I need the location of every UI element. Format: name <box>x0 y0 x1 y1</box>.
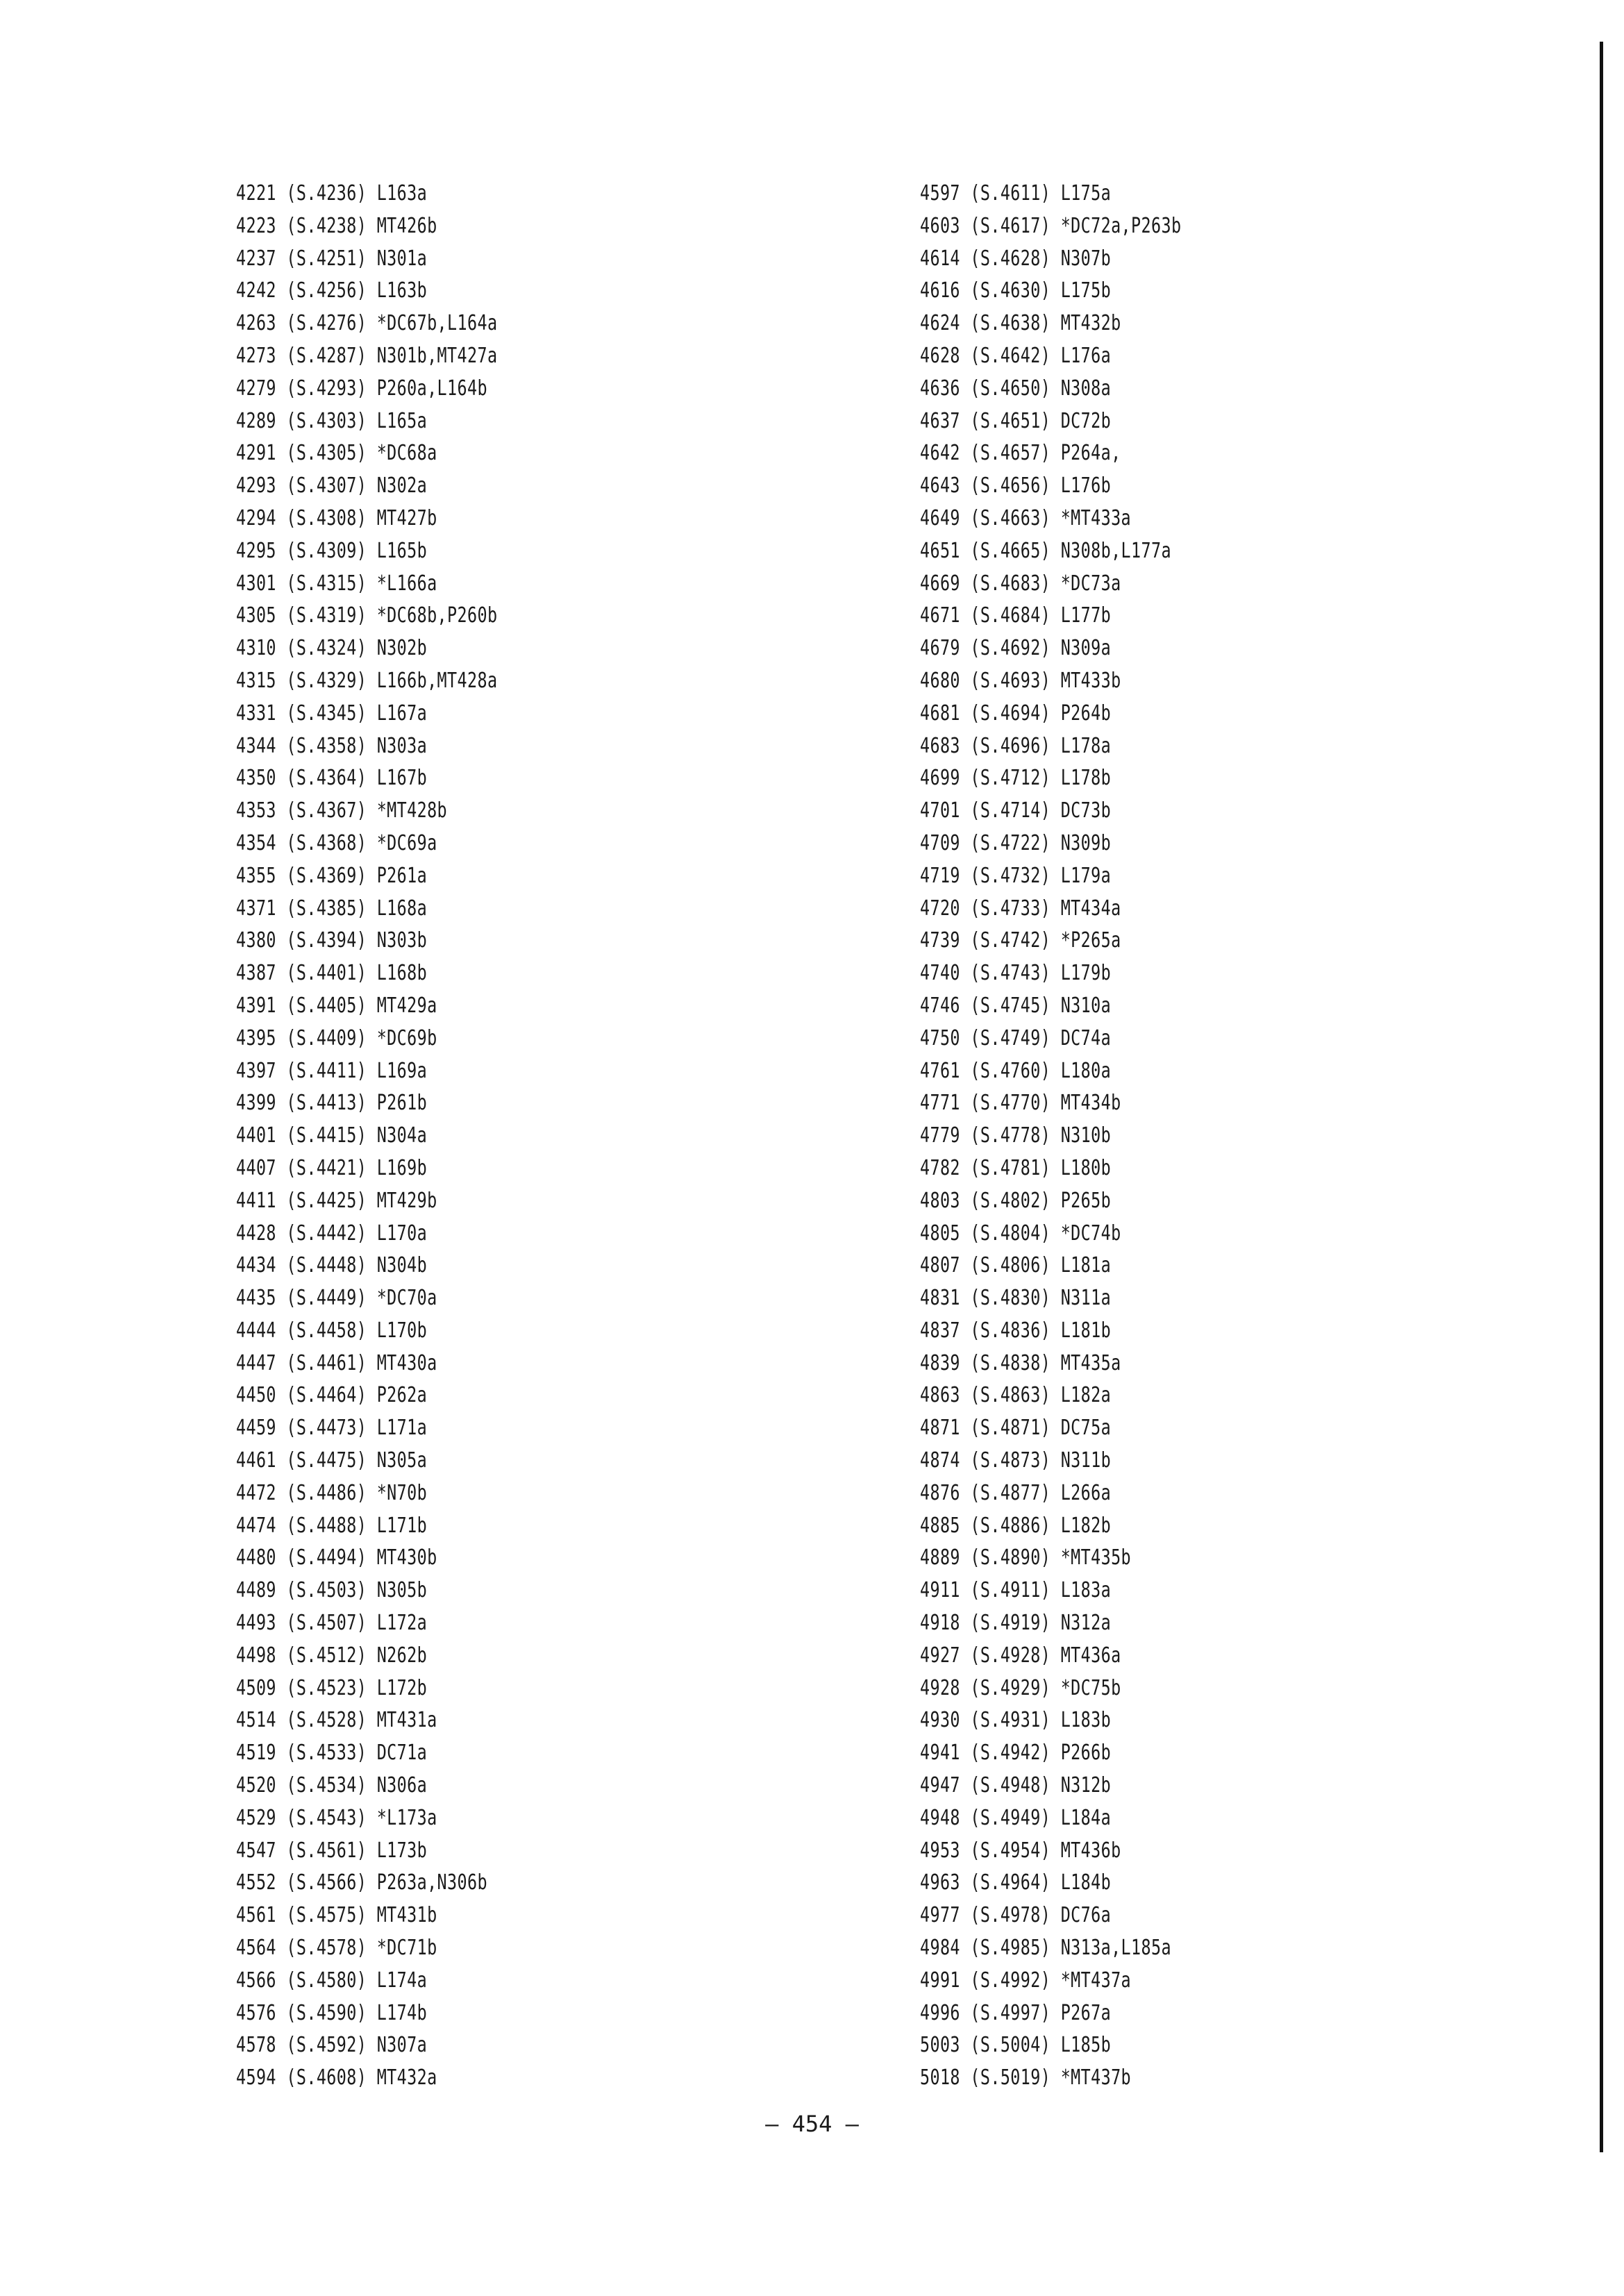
index-entry: 4237 (S.4251) N301a <box>236 246 428 271</box>
index-entry: 4603 (S.4617) *DC72a,P263b <box>920 213 1182 238</box>
index-entry: 4428 (S.4442) L170a <box>236 1221 428 1246</box>
index-entry: 4380 (S.4394) N303b <box>236 928 428 953</box>
index-entry: 4597 (S.4611) L175a <box>920 181 1112 206</box>
index-entry: 4649 (S.4663) *MT433a <box>920 505 1132 530</box>
index-entry: 4273 (S.4287) N301b,MT427a <box>236 343 498 368</box>
index-entry: 4642 (S.4657) P264a, <box>920 441 1121 466</box>
index-entry: 4876 (S.4877) L266a <box>920 1480 1112 1505</box>
index-entry: 4740 (S.4743) L179b <box>920 961 1112 986</box>
index-entry: 4387 (S.4401) L168b <box>236 961 428 986</box>
index-entry: 4566 (S.4580) L174a <box>236 1968 428 1993</box>
index-entry: 4331 (S.4345) L167a <box>236 701 428 726</box>
index-entry: 4289 (S.4303) L165a <box>236 408 428 433</box>
index-column-right <box>920 178 1181 2095</box>
index-entry: 4831 (S.4830) N311a <box>920 1286 1112 1311</box>
index-entry: 4746 (S.4745) N310a <box>920 993 1112 1018</box>
index-entry: 4948 (S.4949) L184a <box>920 1805 1112 1830</box>
index-entry: 4480 (S.4494) MT430b <box>236 1545 437 1570</box>
index-entry: 4699 (S.4712) L178b <box>920 766 1112 791</box>
index-entry: 4984 (S.4985) N313a,L185a <box>920 1936 1171 1961</box>
index-entry: 4779 (S.4778) N310b <box>920 1123 1112 1148</box>
index-entry: 4547 (S.4561) L173b <box>236 1838 428 1863</box>
index-entry: 4963 (S.4964) L184b <box>920 1870 1112 1895</box>
index-entry: 4624 (S.4638) MT432b <box>920 311 1121 336</box>
index-entry: 4242 (S.4256) L163b <box>236 278 428 303</box>
index-entry: 4315 (S.4329) L166b,MT428a <box>236 668 498 693</box>
index-entry: 4310 (S.4324) N302b <box>236 636 428 661</box>
index-entry: 4594 (S.4608) MT432a <box>236 2065 437 2090</box>
index-entry: 4461 (S.4475) N305a <box>236 1448 428 1473</box>
index-entry: 4493 (S.4507) L172a <box>236 1611 428 1636</box>
index-entry: 4576 (S.4590) L174b <box>236 2000 428 2025</box>
index-entry: 4447 (S.4461) MT430a <box>236 1350 437 1375</box>
index-entry: 4407 (S.4421) L169b <box>236 1155 428 1180</box>
index-entry: 4295 (S.4309) L165b <box>236 538 428 563</box>
index-entry: 4977 (S.4978) DC76a <box>920 1903 1112 1928</box>
index-entry: 4911 (S.4911) L183a <box>920 1578 1112 1603</box>
index-entry: 4771 (S.4770) MT434b <box>920 1091 1121 1116</box>
index-entry: 4221 (S.4236) L163a <box>236 181 428 206</box>
index-entry: 4669 (S.4683) *DC73a <box>920 571 1121 596</box>
index-entry: 4223 (S.4238) MT426b <box>236 213 437 238</box>
page-edge-line <box>1600 42 1603 2152</box>
index-entry: 4489 (S.4503) N305b <box>236 1578 428 1603</box>
index-entry: 4889 (S.4890) *MT435b <box>920 1545 1132 1570</box>
page-number: — 454 — <box>765 2111 859 2137</box>
index-entry: 4614 (S.4628) N307b <box>920 246 1112 271</box>
index-entry: 4444 (S.4458) L170b <box>236 1318 428 1343</box>
index-entry: 4750 (S.4749) DC74a <box>920 1025 1112 1050</box>
index-entry: 4996 (S.4997) P267a <box>920 2000 1112 2025</box>
index-entry: 4680 (S.4693) MT433b <box>920 668 1121 693</box>
index-entry: 4928 (S.4929) *DC75b <box>920 1675 1121 1700</box>
index-entry: 4395 (S.4409) *DC69b <box>236 1025 437 1050</box>
index-entry: 4947 (S.4948) N312b <box>920 1773 1112 1798</box>
index-entry: 4679 (S.4692) N309a <box>920 636 1112 661</box>
index-entry: 4371 (S.4385) L168a <box>236 896 428 921</box>
index-entry: 4263 (S.4276) *DC67b,L164a <box>236 311 498 336</box>
index-entry: 4520 (S.4534) N306a <box>236 1773 428 1798</box>
index-entry: 4279 (S.4293) P260a,L164b <box>236 376 487 401</box>
index-entry: 4681 (S.4694) P264b <box>920 701 1112 726</box>
index-entry: 4401 (S.4415) N304a <box>236 1123 428 1148</box>
index-entry: 4683 (S.4696) L178a <box>920 733 1112 758</box>
index-entry: 4701 (S.4714) DC73b <box>920 798 1112 823</box>
index-entry: 4761 (S.4760) L180a <box>920 1058 1112 1083</box>
index-entry: 4578 (S.4592) N307a <box>236 2033 428 2058</box>
index-entry: 4930 (S.4931) L183b <box>920 1708 1112 1733</box>
index-entry: 4651 (S.4665) N308b,L177a <box>920 538 1171 563</box>
index-entry: 4411 (S.4425) MT429b <box>236 1188 437 1213</box>
index-entry: 4474 (S.4488) L171b <box>236 1513 428 1538</box>
index-entry: 4561 (S.4575) MT431b <box>236 1903 437 1928</box>
index-entry: 4637 (S.4651) DC72b <box>920 408 1112 433</box>
index-entry: 4719 (S.4732) L179a <box>920 863 1112 888</box>
index-entry: 4739 (S.4742) *P265a <box>920 928 1121 953</box>
index-entry: 4927 (S.4928) MT436a <box>920 1643 1121 1668</box>
index-entry: 4344 (S.4358) N303a <box>236 733 428 758</box>
index-entry: 4472 (S.4486) *N70b <box>236 1480 428 1505</box>
index-entry: 4350 (S.4364) L167b <box>236 766 428 791</box>
index-entry: 4807 (S.4806) L181a <box>920 1253 1112 1278</box>
index-entry: 4953 (S.4954) MT436b <box>920 1838 1121 1863</box>
index-entry: 4636 (S.4650) N308a <box>920 376 1112 401</box>
index-entry: 4459 (S.4473) L171a <box>236 1416 428 1441</box>
index-entry: 4529 (S.4543) *L173a <box>236 1805 437 1830</box>
index-entry: 5003 (S.5004) L185b <box>920 2033 1112 2058</box>
index-entry: 4671 (S.4684) L177b <box>920 603 1112 628</box>
index-entry: 4435 (S.4449) *DC70a <box>236 1286 437 1311</box>
index-entry: 4803 (S.4802) P265b <box>920 1188 1112 1213</box>
index-entry: 4293 (S.4307) N302a <box>236 474 428 498</box>
index-entry: 4354 (S.4368) *DC69a <box>236 830 437 855</box>
index-entry: 4391 (S.4405) MT429a <box>236 993 437 1018</box>
index-entry: 4564 (S.4578) *DC71b <box>236 1936 437 1961</box>
index-column-left <box>236 178 497 2095</box>
index-entry: 4863 (S.4863) L182a <box>920 1383 1112 1408</box>
index-entry: 5018 (S.5019) *MT437b <box>920 2065 1132 2090</box>
index-entry: 4519 (S.4533) DC71a <box>236 1741 428 1766</box>
index-entry: 4837 (S.4836) L181b <box>920 1318 1112 1343</box>
index-entry: 4397 (S.4411) L169a <box>236 1058 428 1083</box>
index-entry: 4305 (S.4319) *DC68b,P260b <box>236 603 498 628</box>
index-entry: 4514 (S.4528) MT431a <box>236 1708 437 1733</box>
index-entry: 4355 (S.4369) P261a <box>236 863 428 888</box>
index-entry: 4498 (S.4512) N262b <box>236 1643 428 1668</box>
index-entry: 4399 (S.4413) P261b <box>236 1091 428 1116</box>
index-entry: 4839 (S.4838) MT435a <box>920 1350 1121 1375</box>
index-entry: 4805 (S.4804) *DC74b <box>920 1221 1121 1246</box>
index-entry: 4720 (S.4733) MT434a <box>920 896 1121 921</box>
index-entry: 4628 (S.4642) L176a <box>920 343 1112 368</box>
index-entry: 4941 (S.4942) P266b <box>920 1741 1112 1766</box>
index-entry: 4709 (S.4722) N309b <box>920 830 1112 855</box>
index-entry: 4509 (S.4523) L172b <box>236 1675 428 1700</box>
index-entry: 4616 (S.4630) L175b <box>920 278 1112 303</box>
index-entry: 4643 (S.4656) L176b <box>920 474 1112 498</box>
index-entry: 4874 (S.4873) N311b <box>920 1448 1112 1473</box>
index-entry: 4434 (S.4448) N304b <box>236 1253 428 1278</box>
index-entry: 4885 (S.4886) L182b <box>920 1513 1112 1538</box>
index-entry: 4450 (S.4464) P262a <box>236 1383 428 1408</box>
index-entry: 4291 (S.4305) *DC68a <box>236 441 437 466</box>
index-entry: 4782 (S.4781) L180b <box>920 1155 1112 1180</box>
index-entry: 4552 (S.4566) P263a,N306b <box>236 1870 487 1895</box>
index-entry: 4991 (S.4992) *MT437a <box>920 1968 1132 1993</box>
index-entry: 4871 (S.4871) DC75a <box>920 1416 1112 1441</box>
index-entry: 4294 (S.4308) MT427b <box>236 505 437 530</box>
index-entry: 4301 (S.4315) *L166a <box>236 571 437 596</box>
index-entry: 4353 (S.4367) *MT428b <box>236 798 448 823</box>
index-entry: 4918 (S.4919) N312a <box>920 1611 1112 1636</box>
